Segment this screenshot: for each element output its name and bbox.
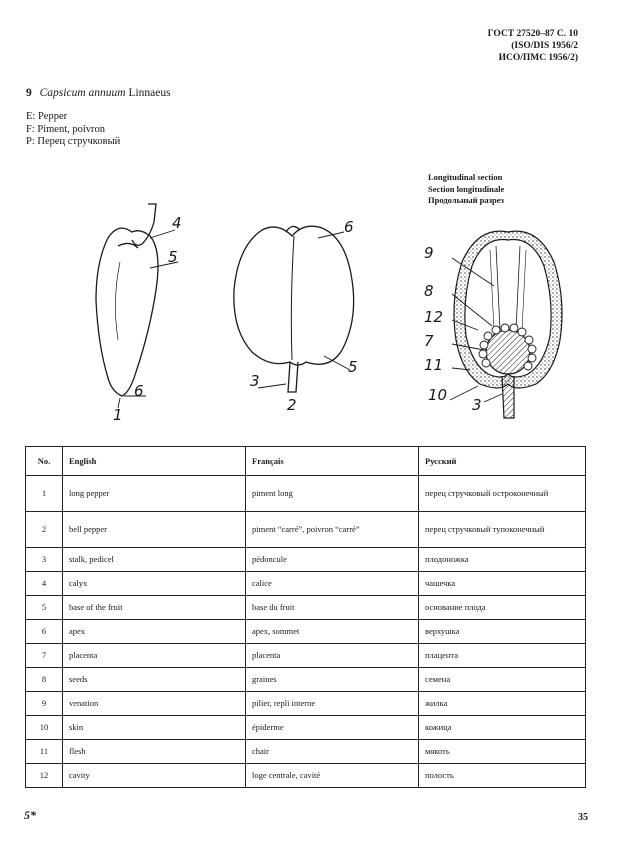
table-row [26,740,586,764]
cell-french: chair [246,740,419,764]
long-pepper-figure [96,204,178,408]
label-section-8: 8 [424,282,434,300]
cell-english: venation [63,692,246,716]
table-row [26,476,586,512]
cell-french: pédoncule [246,548,419,572]
label-section-11: 11 [424,356,444,374]
table-header-row [26,447,586,476]
cell-french: pilier, repli interne [246,692,419,716]
cell-french: piment long [246,476,419,512]
label-section-9: 9 [424,244,434,262]
cell-english: long pepper [63,476,246,512]
terms-table [25,446,586,788]
cell-french: base du fruit [246,596,419,620]
label-section-3: 3 [472,396,482,414]
cell-no: 6 [26,620,63,644]
cell-english: flesh [63,740,246,764]
cell-french: calice [246,572,419,596]
species-author: Linnaeus [128,87,171,99]
label-long-4: 4 [172,214,182,232]
iso-reference: (ISO/DIS 1956/2 [511,41,578,51]
cell-no: 9 [26,692,63,716]
page-number: 35 [578,812,588,823]
column-header-no: No. [26,447,63,476]
cell-no: 3 [26,548,63,572]
label-long-6: 6 [134,382,144,400]
cell-russian: перец стручковый тупоконечный [419,512,586,548]
cell-no: 12 [26,764,63,788]
table-row [26,668,586,692]
label-long-1: 1 [113,406,123,424]
cell-no: 2 [26,512,63,548]
table-row [26,716,586,740]
cell-english: calyx [63,572,246,596]
cell-russian: жилка [419,692,586,716]
cell-french: loge centrale, cavité [246,764,419,788]
table-row [26,620,586,644]
species-latin-name: Capsicum annuum [39,87,126,99]
cell-no: 8 [26,668,63,692]
cell-english: stalk, pedicel [63,548,246,572]
cell-no: 5 [26,596,63,620]
caption-ru: Продольный разрез [428,195,504,205]
name-english: E: Pepper [26,111,68,122]
table-row [26,512,586,548]
label-section-10: 10 [428,386,448,404]
column-header-russian: Русский [419,447,586,476]
cell-french: épiderme [246,716,419,740]
cell-english: base of the fruit [63,596,246,620]
cell-russian: семена [419,668,586,692]
cell-french: piment “carré”, poivron “carré” [246,512,419,548]
table-row [26,644,586,668]
cell-russian: кожица [419,716,586,740]
cell-no: 4 [26,572,63,596]
bell-pepper-figure [234,226,354,392]
table-row [26,548,586,572]
cell-no: 11 [26,740,63,764]
column-header-french: Français [246,447,419,476]
table-row [26,572,586,596]
label-bell-5: 5 [348,358,358,376]
cell-english: cavity [63,764,246,788]
cell-english: seeds [63,668,246,692]
standard-code: ГОСТ 27520–87 С. 10 [487,29,578,39]
cell-no: 7 [26,644,63,668]
caption-fr: Section longitudinale [428,183,505,194]
cell-no: 10 [26,716,63,740]
cell-english: apex [63,620,246,644]
cell-russian: чашечка [419,572,586,596]
signature-mark: 5* [24,808,36,822]
cell-english: skin [63,716,246,740]
table-row [26,764,586,788]
table-row [26,596,586,620]
label-long-5: 5 [168,248,178,266]
label-bell-2: 2 [287,396,297,414]
table-row [26,692,586,716]
section-figure [450,231,562,418]
cell-french: graines [246,668,419,692]
cell-french: placenta [246,644,419,668]
cell-english: bell pepper [63,512,246,548]
cell-russian: полость [419,764,586,788]
cell-russian: плодоножка [419,548,586,572]
cell-french: apex, sommet [246,620,419,644]
iso-reference-ru: ИСО/ПМС 1956/2) [498,53,578,63]
name-french: F: Piment, poivron [26,123,106,135]
cell-russian: основание плода [419,596,586,620]
cell-english: placenta [63,644,246,668]
cell-russian: плацента [419,644,586,668]
cell-russian: верхушка [419,620,586,644]
label-section-7: 7 [424,332,434,350]
label-bell-3: 3 [250,372,260,390]
name-russian: P: Перец стручковый [26,136,121,147]
column-header-english: English [63,447,246,476]
caption-en: Longitudinal section [428,172,503,182]
species-number: 9 [26,87,32,99]
cell-no: 1 [26,476,63,512]
cell-russian: перец стручковый остроконечный [419,476,586,512]
cell-russian: мякоть [419,740,586,764]
label-bell-6: 6 [344,218,354,236]
label-section-12: 12 [424,308,444,326]
